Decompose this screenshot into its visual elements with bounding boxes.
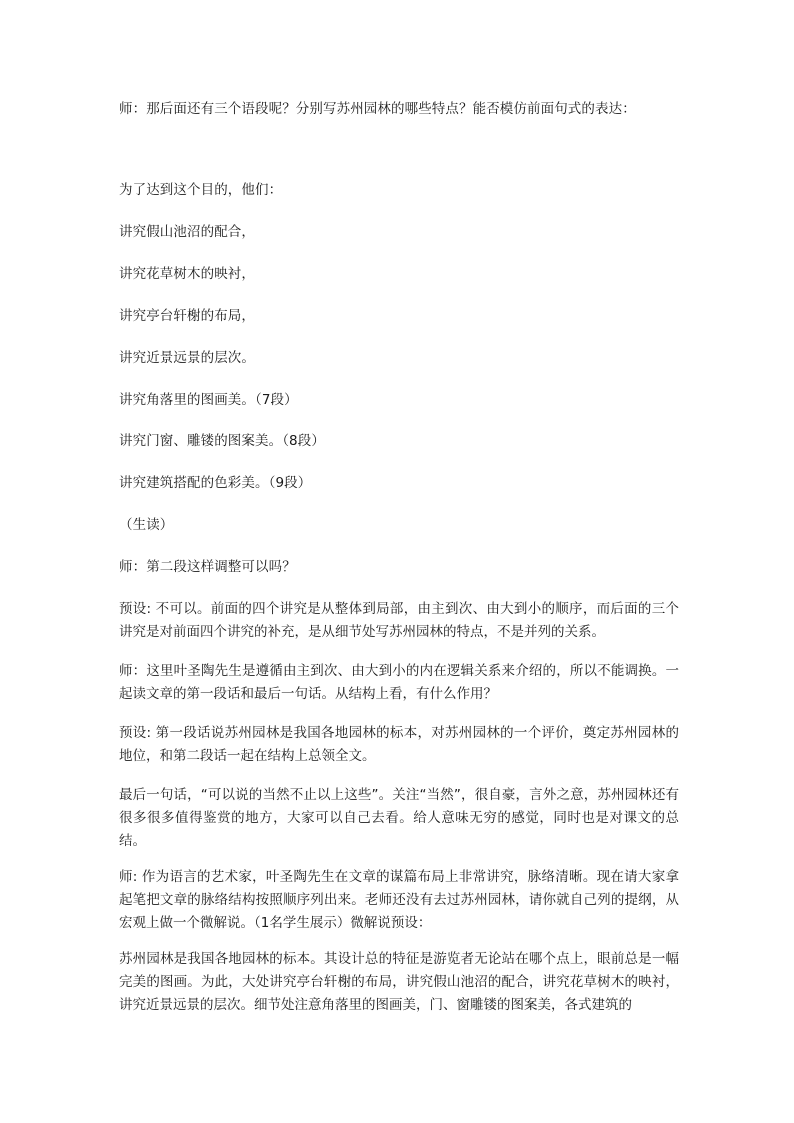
text-line: 讲究建筑搭配的色彩美。（9段） [119,475,312,491]
text-line: （生读） [119,517,174,533]
text-line: 讲究假山池沼的配合， [119,224,255,240]
text-line: 为了达到这个目的，他们： [119,182,283,198]
paragraph: 师：这里叶圣陶先生是遵循由主到次、由大到小的内在逻辑关系来介绍的，所以不能调换。一起读文章的第一段话和最后一句话。从结构上看，有什么作用？ [119,663,679,702]
paragraph: 预设: 不可以。前面的四个讲究是从整体到局部，由主到次、由大到小的顺序，而后面的三个讲究是对前面四个讲究的补充，是从细节处写苏州园林的特点，不是并列的关系。 [119,601,679,640]
text-line: 讲究亭台轩榭的布局， [119,308,255,324]
text-line: 讲究门窗、雕镂的图案美。（8段） [119,433,325,449]
text-line: 师：第二段这样调整可以吗？ [119,559,296,575]
text-line: 讲究近景远景的层次。 [119,350,255,366]
paragraph: 预设: 第一段话说苏州园林是我国各地园林的标本，对苏州园林的一个评价，奠定苏州园林的地位，和第二段话一起在结构上总领全文。 [119,725,679,764]
text-line: 讲究花草树木的映衬， [119,266,255,282]
text-line: 师：那后面还有三个语段呢？分别写苏州园林的哪些特点？能否模仿前面句式的表达： [119,101,636,117]
paragraph: 苏州园林是我国各地园林的标本。其设计总的特征是游览者无论站在哪个点上，眼前总是一幅完美的图画。为此，大处讲究亭台轩榭的布局，讲究假山池沼的配合，讲究花草树木的映衬，讲究近景远景的层次。细节处注意角落里的图画美，门、窗雕镂的图案美，各式建筑的 [119,951,679,1013]
paragraph: 师: 作为语言的艺术家，叶圣陶先生在文章的谋篇布局上非常讲究，脉络清晰。现在请大家拿起笔把文章的脉络结构按照顺序列出来。老师还没有去过苏州园林，请你就自己列的提纲，从宏观上做一个微解说。（1名学生展示）微解说预设： [119,869,679,931]
text-line: 讲究角落里的图画美。（7段） [119,392,298,408]
paragraph: 最后一句话，“可以说的当然不止以上这些”。关注“当然”，很自豪，言外之意，苏州园林还有很多很多值得鉴赏的地方，大家可以自己去看。给人意味无穷的感觉，同时也是对课文的总结。 [119,787,679,849]
